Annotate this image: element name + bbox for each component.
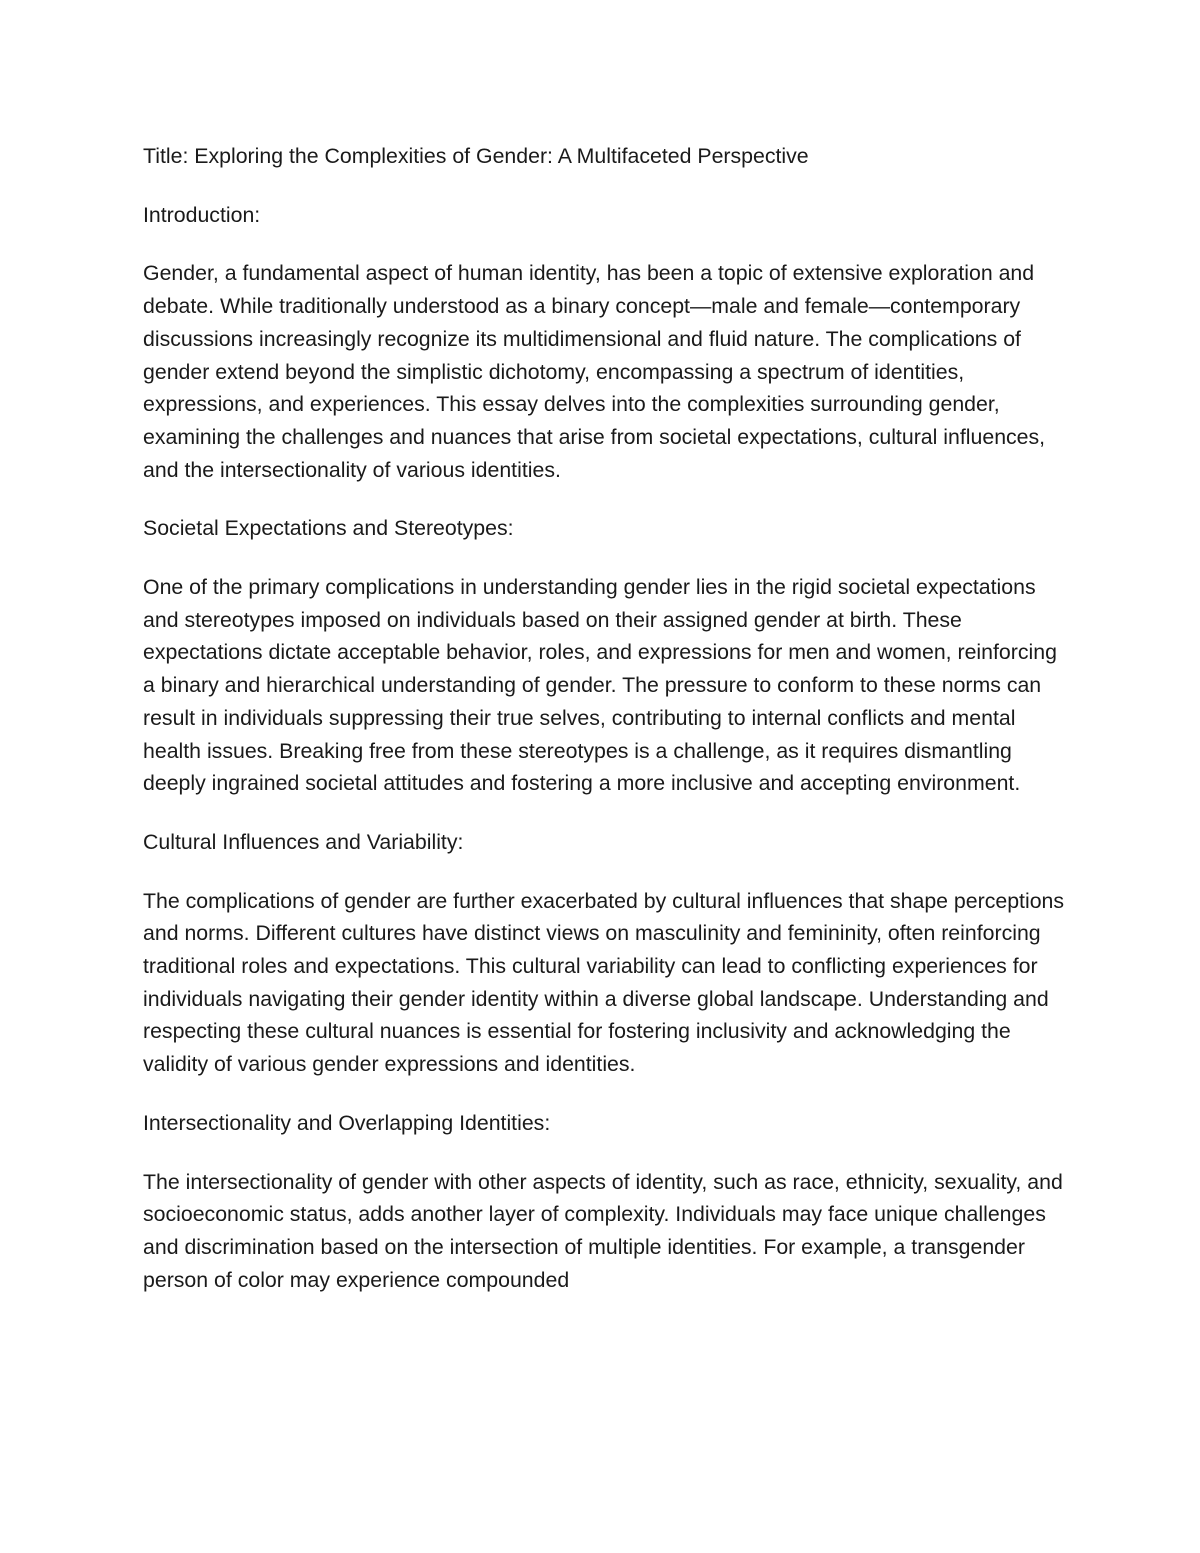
paragraph-introduction: Gender, a fundamental aspect of human identity, has been a topic of extensive exploration and debate. While traditionally understood as a binary concept—male and female—contemporary discussions increasingly recognize its multidimensional and fluid nature. The complications of gender extend beyond the simplistic dichotomy, encompassing a spectrum of identities, expressions, and experiences. This essay delves into the complexities surrounding gender, examining the challenges and nuances that arise from societal expectations, cultural influences, and the intersectionality of various identities. [143, 261, 1046, 482]
paragraph-societal-expectations: One of the primary complications in understanding gender lies in the rigid societal expectations and stereotypes imposed on individuals based on their assigned gender at birth. These expectations dictate acceptable behavior, roles, and expressions for men and women, reinforcing a binary and hierarchical understanding of gender. The pressure to conform to these norms can result in individuals suppressing their true selves, contributing to internal conflicts and mental health issues. Breaking free from these stereotypes is a challenge, as it requires dismantling deeply ingrained societal attitudes and fostering a more inclusive and accepting environment. [143, 575, 1057, 796]
section-heading-introduction: Introduction: [143, 202, 261, 227]
section-heading-intersectionality: Intersectionality and Overlapping Identities: [143, 1110, 551, 1135]
paragraph-intersectionality: The intersectionality of gender with other aspects of identity, such as race, ethnicity, sexuality, and socioeconomic status, adds another layer of complexity. Individuals may face unique challenges and discrimination based on the intersection of multiple identities. For example, a transgender person of color may experience compounded [143, 1169, 1063, 1292]
document-title: Title: Exploring the Complexities of Gender: A Multifaceted Perspective [143, 144, 809, 168]
document-body [143, 140, 1073, 1322]
section-heading-cultural-influences: Cultural Influences and Variability: [143, 829, 464, 854]
section-heading-societal-expectations: Societal Expectations and Stereotypes: [143, 516, 514, 541]
paragraph-cultural-influences: The complications of gender are further exacerbated by cultural influences that shape perceptions and norms. Different cultures have distinct views on masculinity and femininity, often reinforcing traditional roles and expectations. This cultural variability can lead to conflicting experiences for individuals navigating their gender identity within a diverse global landscape. Understanding and respecting these cultural nuances is essential for fostering inclusivity and acknowledging the validity of various gender expressions and identities. [143, 888, 1065, 1077]
